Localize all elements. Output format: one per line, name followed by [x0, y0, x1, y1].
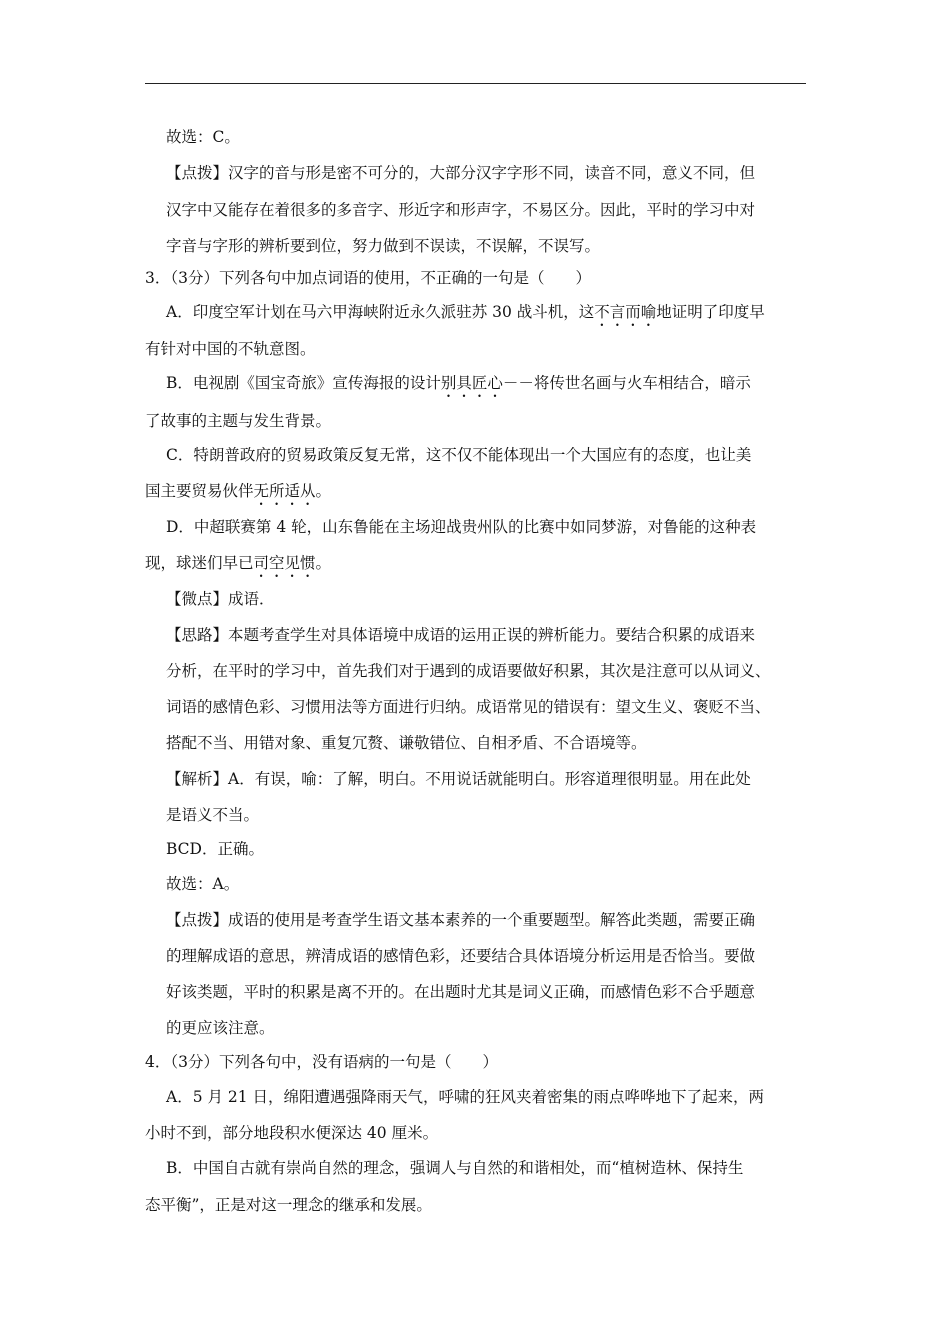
option-3c-line-2: 国主要贸易伙伴无所适从。 — [145, 482, 332, 500]
analysis-3-line-3: BCD．正确。 — [166, 840, 264, 858]
approach-3-line-4: 搭配不当、用错对象、重复冗赘、谦敬错位、自相矛盾、不合语境等。 — [166, 734, 647, 752]
header-rule — [145, 83, 806, 84]
question-3-stem: 3．（3分）下列各句中加点词语的使用，不正确的一句是（ ） — [145, 269, 591, 287]
tip-1-line-1: 【点拨】汉字的音与形是密不可分的，大部分汉字字形不同，读音不同，意义不同，但 — [166, 164, 756, 182]
dotted-idiom-a: 不言而喻 — [594, 303, 657, 321]
tip-3-line-1: 【点拨】成语的使用是考查学生语文基本素养的一个重要题型。解答此类题，需要正确 — [166, 911, 756, 929]
option-3a-line-2: 有针对中国的不轨意图。 — [145, 340, 316, 358]
tip-1-line-2: 汉字中又能存在着很多的多音字、形近字和形声字，不易区分。因此，平时的学习中对 — [166, 201, 756, 219]
approach-3-line-2: 分析，在平时的学习中，首先我们对于遇到的成语要做好积累，其次是注意可以从词义、 — [166, 662, 771, 680]
question-4-stem: 4．（3分）下列各句中，没有语病的一句是（ ） — [145, 1053, 498, 1071]
option-4a-line-2: 小时不到，部分地段积水便深达 40 厘米。 — [145, 1124, 439, 1142]
answer-1: 故选：C。 — [166, 128, 240, 146]
answer-3: 故选：A。 — [166, 875, 240, 893]
option-4b-line-2: 态平衡”，正是对这一理念的继承和发展。 — [145, 1196, 432, 1214]
analysis-3-line-1: 【解析】A．有误，喻：了解，明白。不用说话就能明白。形容道理很明显。用在此处 — [166, 770, 751, 788]
option-3b-line-2: 了故事的主题与发生背景。 — [145, 412, 332, 430]
tip-3-line-4: 的更应该注意。 — [166, 1019, 275, 1037]
dotted-idiom-d: 司空见惯 — [253, 554, 316, 572]
tip-3-line-3: 好该类题，平时的积累是离不开的。在出题时尤其是词义正确，而感情色彩不合乎题意 — [166, 983, 756, 1001]
option-4b-line-1: B．中国自古就有崇尚自然的理念，强调人与自然的和谐相处，而“植树造林、保持生 — [166, 1159, 744, 1177]
option-3d-line-2: 现，球迷们早已司空见惯。 — [145, 554, 332, 572]
option-3d-line-1: D．中超联赛第 4 轮，山东鲁能在主场迎战贵州队的比赛中如同梦游，对鲁能的这种表 — [166, 518, 757, 536]
dotted-idiom-c: 无所适从 — [253, 482, 316, 500]
tip-1-line-3: 字音与字形的辨析要到位，努力做到不误读，不误解，不误写。 — [166, 237, 601, 255]
approach-3-line-3: 词语的感情色彩、习惯用法等方面进行归纳。成语常见的错误有：望文生义、褒贬不当、 — [166, 698, 771, 716]
point-3: 【微点】成语． — [166, 590, 275, 608]
approach-3-line-1: 【思路】本题考查学生对具体语境中成语的运用正误的辨析能力。要结合积累的成语来 — [166, 626, 756, 644]
tip-3-line-2: 的理解成语的意思，辨清成语的感情色彩，还要结合具体语境分析运用是否恰当。要做 — [166, 947, 756, 965]
analysis-3-line-2: 是语义不当。 — [166, 806, 260, 824]
option-3a-line-1: A．印度空军计划在马六甲海峡附近永久派驻苏 30 战斗机，这不言而喻地证明了印度早 — [166, 303, 765, 321]
option-3c-line-1: C．特朗普政府的贸易政策反复无常，这不仅不能体现出一个大国应有的态度，也让美 — [166, 446, 752, 464]
option-3b-line-1: B．电视剧《国宝奇旅》宣传海报的设计别具匠心－－将传世名画与火车相结合，暗示 — [166, 374, 751, 392]
option-4a-line-1: A．5 月 21 日，绵阳遭遇强降雨天气，呼啸的狂风夹着密集的雨点哗哗地下了起来，两 — [166, 1088, 765, 1106]
dotted-idiom-b: 别具匠心 — [440, 374, 503, 392]
